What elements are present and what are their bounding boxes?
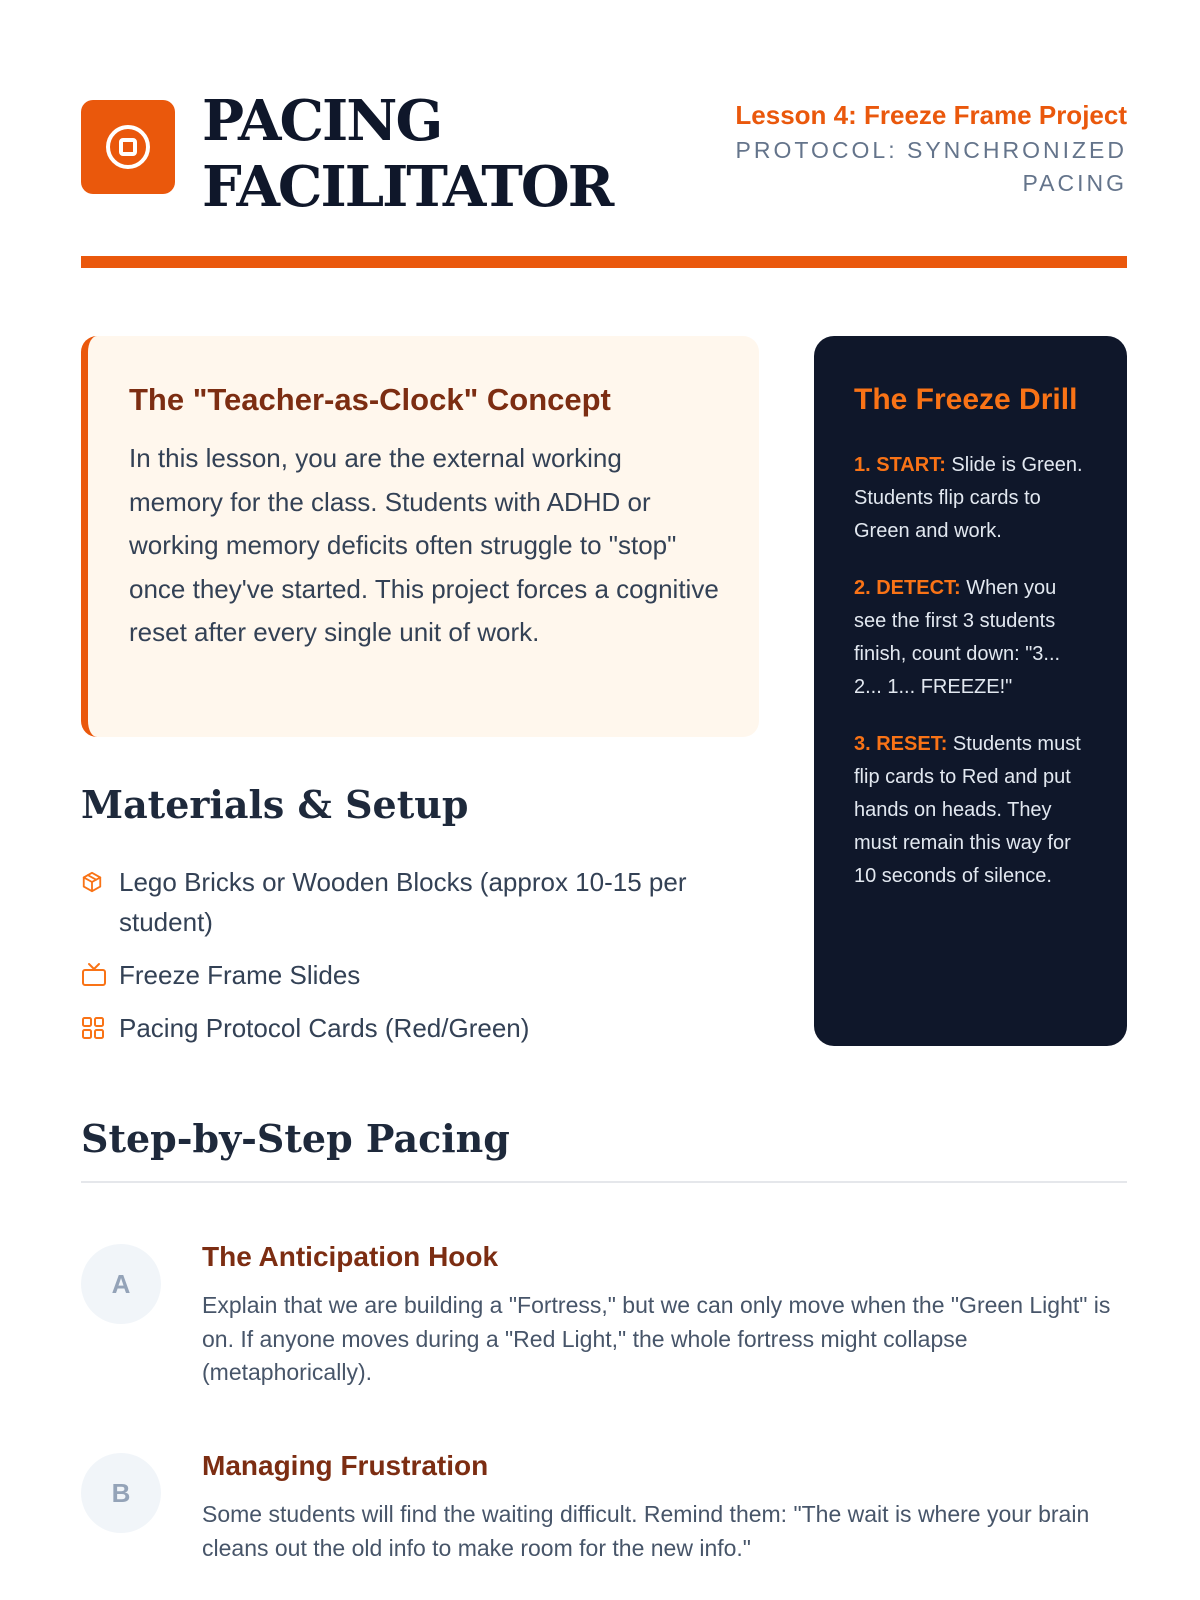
step-badge: B <box>81 1453 161 1533</box>
header-divider <box>81 256 1127 268</box>
lesson-title: Lesson 4: Freeze Frame Project <box>735 100 1127 130</box>
materials-item <box>81 862 761 942</box>
grid-icon <box>81 1016 105 1040</box>
materials-item-label: Pacing Protocol Cards (Red/Green) <box>119 1013 530 1043</box>
materials-list <box>81 862 761 1061</box>
step-title: The Anticipation Hook <box>202 1241 499 1272</box>
concept-title: The "Teacher-as-Clock" Concept <box>129 382 611 417</box>
step-text: Explain that we are building a "Fortress," but we can only move when the "Green Light" is on. If anyone moves during a "Red Light," the whole fortress might collapse (metaphorically). <box>202 1292 1111 1385</box>
tv-icon <box>81 962 107 988</box>
materials-item-label: Freeze Frame Slides <box>119 960 361 990</box>
drill-step-text: When you see the first 3 students finish, count down: "3... 2... 1... FREEZE!" <box>854 577 1061 698</box>
step-title: Managing Frustration <box>202 1450 489 1481</box>
drill-step <box>854 572 1087 704</box>
drill-title: The Freeze Drill <box>854 383 1078 416</box>
cube-icon <box>81 871 103 893</box>
concept-card <box>81 336 759 737</box>
protocol-line-2: PACING <box>1022 170 1127 196</box>
concept-body: In this lesson, you are the external working memory for the class. Students with ADHD or working memory deficits often struggle to "stop" once they've started. This project forces a cognitive reset after every single unit of work. <box>129 443 719 647</box>
target-icon <box>103 122 153 172</box>
drill-step <box>854 449 1087 548</box>
drill-step-text: Slide is Green. Students flip cards to Green and work. <box>854 454 1083 542</box>
freeze-drill-panel <box>814 336 1127 1046</box>
materials-item <box>81 1008 761 1048</box>
step-badge: A <box>81 1244 161 1324</box>
materials-title: Materials & Setup <box>81 782 469 827</box>
steps-divider <box>81 1181 1127 1183</box>
page-title <box>202 88 612 220</box>
title-line-2: FACILITATOR <box>202 154 613 220</box>
drill-step-label: 1. START: <box>854 454 946 476</box>
drill-step-label: 2. DETECT: <box>854 577 961 599</box>
lesson-meta <box>667 98 1127 200</box>
title-line-1: PACING <box>202 88 442 154</box>
drill-step-label: 3. RESET: <box>854 733 948 755</box>
materials-item <box>81 955 761 995</box>
drill-step <box>854 728 1087 893</box>
protocol-label <box>667 134 1127 200</box>
protocol-line-1: PROTOCOL: SYNCHRONIZED <box>735 137 1127 163</box>
materials-item-label: Lego Bricks or Wooden Blocks (approx 10-15 per student) <box>119 867 687 937</box>
page-header <box>81 88 1127 228</box>
logo <box>81 100 175 194</box>
drill-step-text: Students must flip cards to Red and put hands on heads. They must remain this way for 10 seconds of silence. <box>854 733 1081 887</box>
step-text: Some students will find the waiting difficult. Remind them: "The wait is where your brain cleans out the old info to make room for the new info." <box>202 1501 1090 1561</box>
steps-title: Step-by-Step Pacing <box>81 1116 510 1161</box>
